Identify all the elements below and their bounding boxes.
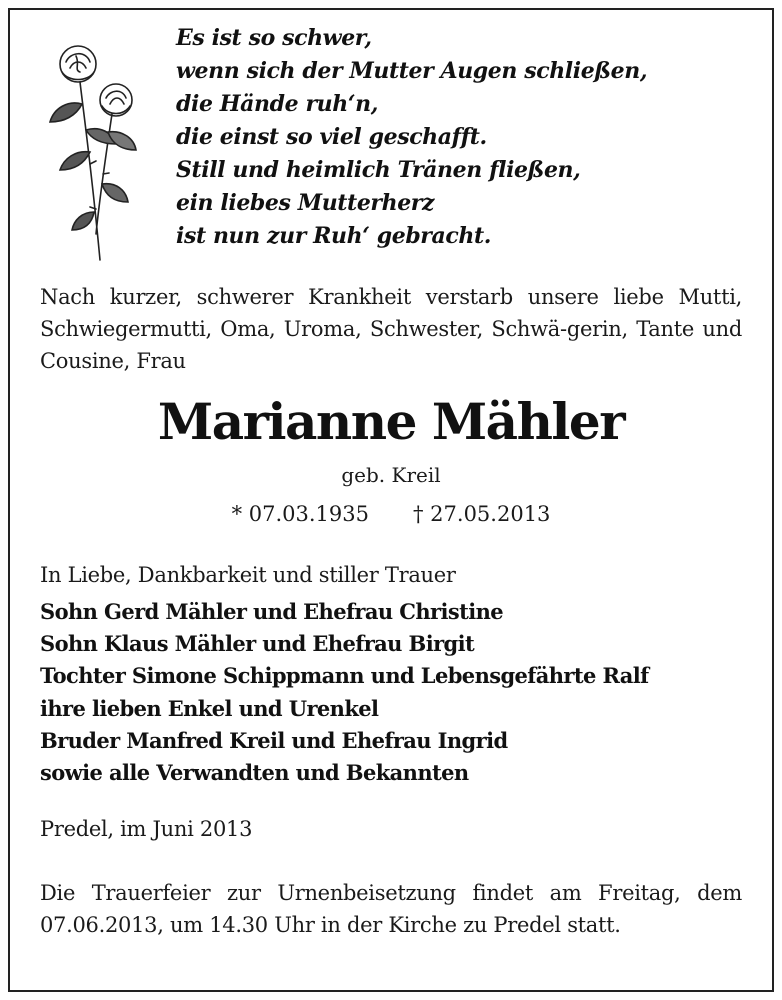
mourner: Tochter Simone Schippmann und Lebensgefährte Ralf (40, 663, 649, 689)
poem (176, 22, 647, 253)
poem-line: ist nun zur Ruh‘ gebracht. (176, 223, 491, 249)
poem-line: wenn sich der Mutter Augen schließen, (176, 58, 648, 84)
ceremony-text: Die Trauerfeier zur Urnenbeisetzung findet am Freitag, dem 07.06.2013, um 14.30 Uhr in der Kirche zu Predel statt. (40, 881, 742, 937)
poem-line: ein liebes Mutterherz (176, 190, 435, 216)
place-date: Predel, im Juni 2013 (40, 817, 253, 841)
mourning-line: In Liebe, Dankbarkeit und stiller Trauer (40, 563, 456, 587)
mourner: ihre lieben Enkel und Urenkel (40, 695, 379, 721)
mourners-list (40, 596, 649, 789)
mourner: Bruder Manfred Kreil und Ehefrau Ingrid (40, 727, 508, 753)
poem-line: die einst so viel geschafft. (176, 124, 487, 150)
mourner: Sohn Klaus Mähler und Ehefrau Birgit (40, 631, 475, 657)
death-date: † 27.05.2013 (413, 502, 551, 526)
poem-line: Still und heimlich Tränen fließen, (176, 157, 581, 183)
rose-illustration (30, 34, 150, 264)
mourner: sowie alle Verwandten und Bekannten (40, 760, 469, 786)
mourner: Sohn Gerd Mähler und Ehefrau Christine (40, 599, 504, 624)
intro-text: Nach kurzer, schwerer Krankheit verstarb unsere liebe Mutti, Schwiegermutti, Oma, Uroma, Schwester, Schwä-gerin, Tante und Cousine, Frau (40, 285, 742, 373)
life-dates (0, 499, 782, 529)
poem-line: die Hände ruh‘n, (176, 91, 378, 117)
deceased-name: Marianne Mähler (157, 392, 625, 451)
maiden-name: geb. Kreil (341, 463, 441, 487)
poem-line: Es ist so schwer, (176, 25, 372, 51)
birth-date: * 07.03.1935 (231, 502, 369, 526)
